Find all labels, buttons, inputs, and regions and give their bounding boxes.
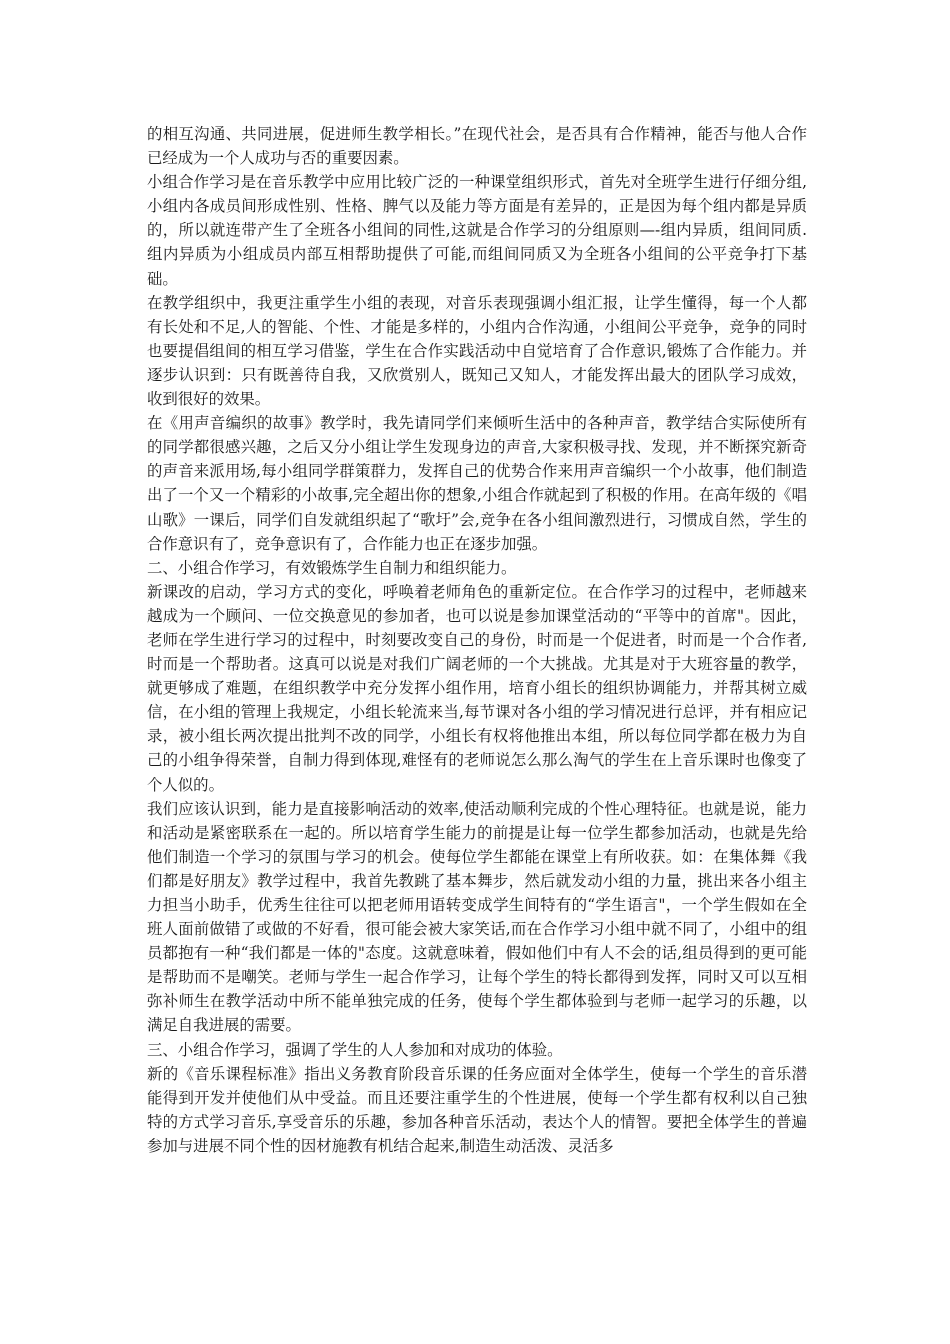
paragraph-2: 小组合作学习是在音乐教学中应用比较广泛的一种课堂组织形式，首先对全班学生进行仔细分组,小组内各成员间形成性别、性格、脾气以及能力等方面是有差异的，正是因为每个组内都是异质的，所以就连带产生了全班各小组间的同性,这就是合作学习的分组原则—-组内异质，组间同质.组内异质为小组成员内部互相帮助提供了可能,而组间同质又为全班各小组间的公平竞争打下基础。 bbox=[147, 173, 807, 288]
paragraph-1: 的相互沟通、共同进展，促进师生教学相长。”在现代社会，是否具有合作精神，能否与他人合作已经成为一个人成功与否的重要因素。 bbox=[147, 125, 807, 168]
paragraph-7: 新的《音乐课程标准》指出义务教育阶段音乐课的任务应面对全体学生，使每一个学生的音乐潜能得到开发并使他们从中受益。而且还要注重学生的个性进展，使每一个学生都有权利以自己独特的方式学习音乐,享受音乐的乐趣，参加各种音乐活动，表达个人的情智。要把全体学生的普遍参加与进展不同个性的因材施教有机结合起来,制造生动活泼、灵活多 bbox=[147, 1064, 807, 1155]
document-body bbox=[147, 122, 807, 1158]
paragraph-6: 我们应该认识到，能力是直接影响活动的效率,使活动顺利完成的个性心理特征。也就是说，能力和活动是紧密联系在一起的。所以培育学生能力的前提是让每一位学生都参加活动，也就是先给他们制造一个学习的氛围与学习的机会。使每位学生都能在课堂上有所收获。如：在集体舞《我们都是好朋友》教学过程中，我首先教跳了基本舞步，然后就发动小组的力量，挑出来各小组主力担当小助手，优秀生往往可以把老师用语转变成学生间特有的“学生语言"，一个学生假如在全班人面前做错了或做的不好看，很可能会被大家笑话,而在合作学习小组中就不同了，小组中的组员都抱有一种“我们都是一体的"态度。这就意味着，假如他们中有人不会的话,组员得到的更可能是帮助而不是嘲笑。老师与学生一起合作学习，让每个学生的特长都得到发挥，同时又可以互相弥补师生在教学活动中所不能单独完成的任务，使每个学生都体验到与老师一起学习的乐趣，以满足自我进展的需要。 bbox=[147, 799, 807, 1035]
paragraph-4: 在《用声音编织的故事》教学时，我先请同学们来倾听生活中的各种声音，教学结合实际使所有的同学都很感兴趣，之后又分小组让学生发现身边的声音,大家积极寻找、发现，并不断探究新奇的声音来派用场,每小组同学群策群力，发挥自己的优势合作来用声音编织一个小故事，他们制造出了一个又一个精彩的小故事,完全超出你的想象,小组合作就起到了积极的作用。在高年级的《唱山歌》一课后，同学们自发就组织起了“歌圩”会,竞争在各小组间激烈进行，习惯成自然，学生的合作意识有了，竞争意识有了，合作能力也正在逐步加强。 bbox=[147, 414, 807, 553]
section-heading-2: 二、小组合作学习，有效锻炼学生自制力和组织能力。 bbox=[147, 558, 517, 577]
paragraph-5: 新课改的启动，学习方式的变化，呼唤着老师角色的重新定位。在合作学习的过程中，老师越来越成为一个顾问、一位交换意见的参加者，也可以说是参加课堂活动的“平等中的首席"。因此，老师在学生进行学习的过程中，时刻要改变自己的身份，时而是一个促进者，时而是一个合作者,时而是一个帮助者。这真可以说是对我们广阔老师的一个大挑战。尤其是对于大班容量的教学，就更够成了难题，在组织教学中充分发挥小组作用，培育小组长的组织协调能力，并帮其树立威信，在小组的管理上我规定，小组长轮流来当,每节课对各小组的学习情况进行总评，并有相应记录，被小组长两次提出批判不改的同学，小组长有权将他推出本组，所以每位同学都在极力为自己的小组争得荣誉，自制力得到体现,难怪有的老师说怎么那么淘气的学生在上音乐课时也像变了个人似的。 bbox=[147, 582, 807, 794]
section-heading-3: 三、小组合作学习，强调了学生的人人参加和对成功的体验。 bbox=[147, 1040, 563, 1059]
paragraph-3: 在教学组织中，我更注重学生小组的表现，对音乐表现强调小组汇报，让学生懂得，每一个人都有长处和不足,人的智能、个性、才能是多样的，小组内合作沟通，小组间公平竞争，竞争的同时也要提倡组间的相互学习借鉴，学生在合作实践活动中自觉培育了合作意识,锻炼了合作能力。并逐步认识到：只有既善待自我，又欣赏别人，既知己又知人，才能发挥出最大的团队学习成效，收到很好的效果。 bbox=[147, 293, 807, 409]
